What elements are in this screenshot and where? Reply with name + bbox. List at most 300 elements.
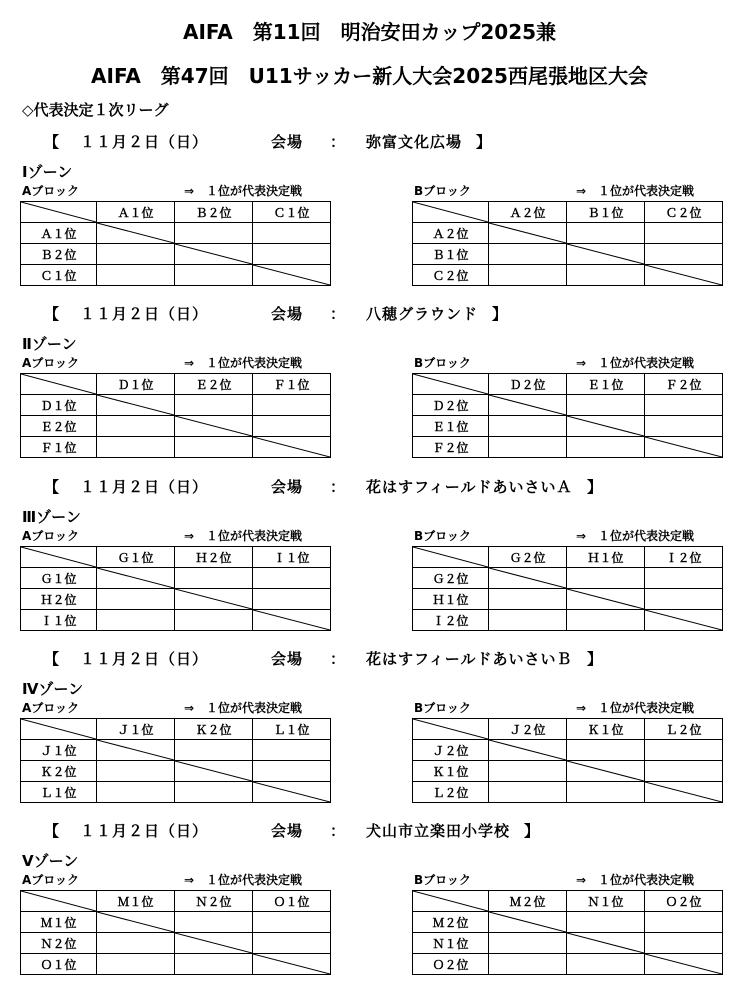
- zone-label: Ⅴゾーン: [22, 852, 79, 870]
- row-header: Ｂ１位: [413, 244, 489, 265]
- block-name: Aブロック: [22, 356, 80, 370]
- result-cell: [97, 782, 175, 803]
- self-match-cell: [253, 610, 331, 631]
- table-header-row: [413, 891, 723, 912]
- block-note: ⇒ １位が代表決定戦: [184, 356, 303, 370]
- table-row: [413, 933, 723, 954]
- column-header: Ｍ１位: [97, 891, 175, 912]
- block-note: ⇒ １位が代表決定戦: [184, 873, 303, 887]
- diagonal-line: [21, 202, 96, 222]
- venue-colon: ：: [330, 822, 347, 840]
- venue-label: 会場: [271, 822, 304, 840]
- corner-cell: [21, 719, 97, 740]
- result-cell: [175, 568, 253, 589]
- row-header: Ｃ１位: [21, 265, 97, 286]
- diagonal-line: [253, 954, 330, 974]
- result-cell: [645, 740, 723, 761]
- venue-place: 弥富文化広場: [366, 133, 463, 151]
- diagonal-line: [175, 416, 252, 436]
- block-note: ⇒ １位が代表決定戦: [184, 184, 303, 198]
- column-header: Ｋ２位: [175, 719, 253, 740]
- block-note: ⇒ １位が代表決定戦: [576, 529, 695, 543]
- result-cell: [567, 954, 645, 975]
- row-header: Ｅ２位: [21, 416, 97, 437]
- corner-cell: [21, 202, 97, 223]
- row-header: Ｏ１位: [21, 954, 97, 975]
- diagonal-line: [253, 610, 330, 630]
- self-match-cell: [175, 933, 253, 954]
- venue-date: １１月２日（日）: [80, 133, 209, 151]
- diagonal-line: [413, 202, 488, 222]
- league-table: [20, 373, 331, 458]
- row-header: Ｃ２位: [413, 265, 489, 286]
- venue-colon: ：: [330, 133, 347, 151]
- diagonal-line: [21, 719, 96, 739]
- self-match-cell: [567, 589, 645, 610]
- diagonal-line: [175, 589, 252, 609]
- self-match-cell: [97, 740, 175, 761]
- result-cell: [489, 265, 567, 286]
- venue-bracket-close: 】: [492, 305, 509, 323]
- row-header: Ｄ１位: [21, 395, 97, 416]
- result-cell: [253, 912, 331, 933]
- table-row: [413, 437, 723, 458]
- table-header-row: [413, 202, 723, 223]
- self-match-cell: [645, 782, 723, 803]
- diagonal-line: [567, 589, 644, 609]
- venue-date: １１月２日（日）: [80, 822, 209, 840]
- result-cell: [175, 912, 253, 933]
- diagonal-line: [175, 244, 252, 264]
- row-header: Ｉ２位: [413, 610, 489, 631]
- corner-cell: [413, 547, 489, 568]
- block-name: Bブロック: [414, 873, 471, 887]
- column-header: Ｆ２位: [645, 374, 723, 395]
- column-header: Ｇ２位: [489, 547, 567, 568]
- diagonal-line: [97, 223, 174, 243]
- column-header: Ｅ１位: [567, 374, 645, 395]
- self-match-cell: [489, 912, 567, 933]
- table-row: [21, 265, 331, 286]
- diagonal-line: [413, 374, 488, 394]
- venue-bracket-close: 】: [476, 133, 493, 151]
- self-match-cell: [489, 223, 567, 244]
- table-row: [21, 761, 331, 782]
- column-header: Ｋ１位: [567, 719, 645, 740]
- result-cell: [253, 589, 331, 610]
- self-match-cell: [253, 265, 331, 286]
- diagonal-line: [21, 547, 96, 567]
- row-header: Ｂ２位: [21, 244, 97, 265]
- table-header-row: [21, 547, 331, 568]
- table-row: [21, 610, 331, 631]
- table-row: [413, 265, 723, 286]
- result-cell: [175, 265, 253, 286]
- result-cell: [645, 933, 723, 954]
- venue-bracket-close: 】: [587, 650, 604, 668]
- self-match-cell: [175, 244, 253, 265]
- venue-bracket-close: 】: [524, 822, 541, 840]
- diagonal-line: [413, 891, 488, 911]
- table-row: [413, 244, 723, 265]
- result-cell: [175, 740, 253, 761]
- row-header: Ｇ２位: [413, 568, 489, 589]
- corner-cell: [413, 891, 489, 912]
- block-note: ⇒ １位が代表決定戦: [184, 529, 303, 543]
- diagonal-line: [21, 374, 96, 394]
- diagonal-line: [489, 568, 566, 588]
- result-cell: [567, 437, 645, 458]
- table-row: [413, 761, 723, 782]
- row-header: Ｈ２位: [21, 589, 97, 610]
- self-match-cell: [489, 740, 567, 761]
- result-cell: [567, 740, 645, 761]
- block-name: Bブロック: [414, 529, 471, 543]
- table-row: [413, 416, 723, 437]
- league-table: [412, 546, 723, 631]
- venue-bracket-close: 】: [587, 478, 604, 496]
- diagonal-line: [567, 244, 644, 264]
- diagonal-line: [21, 891, 96, 911]
- table-row: [21, 223, 331, 244]
- corner-cell: [21, 891, 97, 912]
- self-match-cell: [489, 395, 567, 416]
- diagonal-line: [489, 223, 566, 243]
- row-header: Ｉ１位: [21, 610, 97, 631]
- diagonal-line: [97, 912, 174, 932]
- league-table: [20, 890, 331, 975]
- row-header: Ｇ１位: [21, 568, 97, 589]
- result-cell: [567, 568, 645, 589]
- row-header: Ｈ１位: [413, 589, 489, 610]
- result-cell: [97, 933, 175, 954]
- self-match-cell: [97, 395, 175, 416]
- column-header: Ｉ２位: [645, 547, 723, 568]
- diagonal-line: [489, 395, 566, 415]
- result-cell: [645, 244, 723, 265]
- self-match-cell: [489, 568, 567, 589]
- result-cell: [645, 912, 723, 933]
- table-header-row: [413, 547, 723, 568]
- zone-label: Ⅳゾーン: [22, 680, 84, 698]
- table-row: [413, 740, 723, 761]
- venue-bracket-open: 【: [44, 133, 61, 151]
- result-cell: [97, 416, 175, 437]
- zone-label: Ⅲゾーン: [22, 508, 81, 526]
- column-header: Ｏ２位: [645, 891, 723, 912]
- league-table: [412, 373, 723, 458]
- venue-colon: ：: [330, 478, 347, 496]
- result-cell: [489, 437, 567, 458]
- corner-cell: [21, 374, 97, 395]
- venue-date: １１月２日（日）: [80, 305, 209, 323]
- table-header-row: [413, 719, 723, 740]
- diagonal-line: [645, 954, 722, 974]
- venue-bracket-open: 【: [44, 478, 61, 496]
- league-table: [20, 546, 331, 631]
- block-note: ⇒ １位が代表決定戦: [576, 701, 695, 715]
- self-match-cell: [175, 761, 253, 782]
- result-cell: [97, 761, 175, 782]
- corner-cell: [413, 202, 489, 223]
- block-name: Aブロック: [22, 873, 80, 887]
- self-match-cell: [175, 416, 253, 437]
- column-header: Ｊ２位: [489, 719, 567, 740]
- result-cell: [253, 761, 331, 782]
- row-header: Ｆ２位: [413, 437, 489, 458]
- self-match-cell: [97, 223, 175, 244]
- result-cell: [175, 395, 253, 416]
- block-name: Bブロック: [414, 701, 471, 715]
- table-row: [21, 933, 331, 954]
- diagonal-line: [97, 395, 174, 415]
- block-name: Bブロック: [414, 356, 471, 370]
- section-heading: ◇代表決定１次リーグ: [22, 101, 169, 119]
- venue-label: 会場: [271, 133, 304, 151]
- diagonal-line: [97, 568, 174, 588]
- table-row: [413, 782, 723, 803]
- result-cell: [567, 610, 645, 631]
- venue-bracket-open: 【: [44, 305, 61, 323]
- table-row: [413, 912, 723, 933]
- venue-place: 花はすフィールドあいさいＢ: [366, 650, 573, 668]
- column-header: Ｏ１位: [253, 891, 331, 912]
- result-cell: [175, 782, 253, 803]
- table-row: [413, 568, 723, 589]
- result-cell: [567, 395, 645, 416]
- self-match-cell: [253, 954, 331, 975]
- zone-label: Ⅰゾーン: [22, 163, 73, 181]
- result-cell: [489, 933, 567, 954]
- self-match-cell: [97, 912, 175, 933]
- result-cell: [175, 223, 253, 244]
- self-match-cell: [645, 437, 723, 458]
- self-match-cell: [175, 589, 253, 610]
- table-header-row: [21, 891, 331, 912]
- diagonal-line: [645, 265, 722, 285]
- result-cell: [97, 265, 175, 286]
- corner-cell: [413, 374, 489, 395]
- diagonal-line: [175, 933, 252, 953]
- table-header-row: [413, 374, 723, 395]
- title-line-2: AIFA 第47回 U11サッカー新人大会2025西尾張地区大会: [91, 64, 648, 88]
- result-cell: [253, 244, 331, 265]
- self-match-cell: [97, 568, 175, 589]
- result-cell: [567, 782, 645, 803]
- column-header: Ｅ２位: [175, 374, 253, 395]
- league-table: [20, 718, 331, 803]
- table-row: [413, 395, 723, 416]
- result-cell: [253, 568, 331, 589]
- result-cell: [489, 954, 567, 975]
- column-header: Ｂ１位: [567, 202, 645, 223]
- league-table: [20, 201, 331, 286]
- league-table: [412, 201, 723, 286]
- result-cell: [645, 223, 723, 244]
- column-header: Ｇ１位: [97, 547, 175, 568]
- result-cell: [253, 395, 331, 416]
- venue-place: 犬山市立楽田小学校: [366, 822, 511, 840]
- zone-label: Ⅱゾーン: [22, 335, 77, 353]
- result-cell: [97, 244, 175, 265]
- block-name: Bブロック: [414, 184, 471, 198]
- column-header: Ｂ２位: [175, 202, 253, 223]
- league-table: [412, 718, 723, 803]
- column-header: Ｄ１位: [97, 374, 175, 395]
- result-cell: [489, 782, 567, 803]
- table-row: [21, 782, 331, 803]
- diagonal-line: [567, 761, 644, 781]
- row-header: Ａ２位: [413, 223, 489, 244]
- result-cell: [645, 395, 723, 416]
- self-match-cell: [567, 244, 645, 265]
- column-header: Ｍ２位: [489, 891, 567, 912]
- row-header: Ａ１位: [21, 223, 97, 244]
- self-match-cell: [567, 416, 645, 437]
- self-match-cell: [567, 761, 645, 782]
- column-header: Ｆ１位: [253, 374, 331, 395]
- diagonal-line: [645, 610, 722, 630]
- column-header: Ｎ１位: [567, 891, 645, 912]
- venue-label: 会場: [271, 650, 304, 668]
- diagonal-line: [489, 912, 566, 932]
- diagonal-line: [413, 547, 488, 567]
- row-header: Ｊ１位: [21, 740, 97, 761]
- block-name: Aブロック: [22, 529, 80, 543]
- row-header: Ｅ１位: [413, 416, 489, 437]
- venue-bracket-open: 【: [44, 822, 61, 840]
- table-row: [413, 223, 723, 244]
- column-header: Ｈ１位: [567, 547, 645, 568]
- result-cell: [645, 568, 723, 589]
- row-header: Ｎ１位: [413, 933, 489, 954]
- column-header: Ｎ２位: [175, 891, 253, 912]
- column-header: Ｊ１位: [97, 719, 175, 740]
- diagonal-line: [253, 782, 330, 802]
- venue-place: 花はすフィールドあいさいＡ: [366, 478, 573, 496]
- diagonal-line: [567, 416, 644, 436]
- result-cell: [489, 761, 567, 782]
- table-header-row: [21, 719, 331, 740]
- table-row: [21, 740, 331, 761]
- venue-label: 会場: [271, 305, 304, 323]
- venue-place: 八穂グラウンド: [366, 305, 479, 323]
- column-header: Ｌ２位: [645, 719, 723, 740]
- result-cell: [253, 933, 331, 954]
- result-cell: [175, 437, 253, 458]
- table-row: [21, 568, 331, 589]
- block-note: ⇒ １位が代表決定戦: [576, 184, 695, 198]
- venue-date: １１月２日（日）: [80, 478, 209, 496]
- result-cell: [253, 223, 331, 244]
- table-row: [21, 395, 331, 416]
- table-row: [21, 244, 331, 265]
- result-cell: [645, 761, 723, 782]
- row-header: Ｄ２位: [413, 395, 489, 416]
- corner-cell: [21, 547, 97, 568]
- row-header: Ｍ１位: [21, 912, 97, 933]
- result-cell: [645, 589, 723, 610]
- block-note: ⇒ １位が代表決定戦: [576, 356, 695, 370]
- result-cell: [97, 954, 175, 975]
- row-header: Ｎ２位: [21, 933, 97, 954]
- diagonal-line: [175, 761, 252, 781]
- result-cell: [253, 740, 331, 761]
- table-row: [21, 954, 331, 975]
- column-header: Ｈ２位: [175, 547, 253, 568]
- self-match-cell: [645, 954, 723, 975]
- result-cell: [175, 954, 253, 975]
- column-header: Ａ１位: [97, 202, 175, 223]
- self-match-cell: [645, 610, 723, 631]
- block-note: ⇒ １位が代表決定戦: [184, 701, 303, 715]
- venue-date: １１月２日（日）: [80, 650, 209, 668]
- league-table: [412, 890, 723, 975]
- self-match-cell: [645, 265, 723, 286]
- table-row: [413, 610, 723, 631]
- venue-colon: ：: [330, 650, 347, 668]
- row-header: Ｍ２位: [413, 912, 489, 933]
- table-row: [413, 954, 723, 975]
- column-header: Ｉ１位: [253, 547, 331, 568]
- block-name: Aブロック: [22, 184, 80, 198]
- result-cell: [97, 610, 175, 631]
- self-match-cell: [567, 933, 645, 954]
- venue-label: 会場: [271, 478, 304, 496]
- diagonal-line: [413, 719, 488, 739]
- row-header: Ｏ２位: [413, 954, 489, 975]
- diagonal-line: [567, 933, 644, 953]
- row-header: Ｊ２位: [413, 740, 489, 761]
- table-row: [21, 437, 331, 458]
- table-row: [413, 589, 723, 610]
- result-cell: [489, 610, 567, 631]
- column-header: Ｌ１位: [253, 719, 331, 740]
- table-header-row: [21, 202, 331, 223]
- block-name: Aブロック: [22, 701, 80, 715]
- diagonal-line: [645, 437, 722, 457]
- row-header: Ｋ１位: [413, 761, 489, 782]
- column-header: Ａ２位: [489, 202, 567, 223]
- table-row: [21, 912, 331, 933]
- column-header: Ｄ２位: [489, 374, 567, 395]
- result-cell: [489, 589, 567, 610]
- table-header-row: [21, 374, 331, 395]
- result-cell: [567, 265, 645, 286]
- result-cell: [567, 912, 645, 933]
- venue-bracket-open: 【: [44, 650, 61, 668]
- result-cell: [489, 416, 567, 437]
- table-row: [21, 589, 331, 610]
- diagonal-line: [253, 265, 330, 285]
- self-match-cell: [253, 437, 331, 458]
- column-header: Ｃ２位: [645, 202, 723, 223]
- self-match-cell: [253, 782, 331, 803]
- row-header: Ｌ２位: [413, 782, 489, 803]
- row-header: Ｆ１位: [21, 437, 97, 458]
- result-cell: [489, 244, 567, 265]
- table-row: [21, 416, 331, 437]
- block-note: ⇒ １位が代表決定戦: [576, 873, 695, 887]
- row-header: Ｌ１位: [21, 782, 97, 803]
- venue-colon: ：: [330, 305, 347, 323]
- diagonal-line: [645, 782, 722, 802]
- result-cell: [97, 589, 175, 610]
- diagonal-line: [97, 740, 174, 760]
- diagonal-line: [253, 437, 330, 457]
- result-cell: [97, 437, 175, 458]
- result-cell: [645, 416, 723, 437]
